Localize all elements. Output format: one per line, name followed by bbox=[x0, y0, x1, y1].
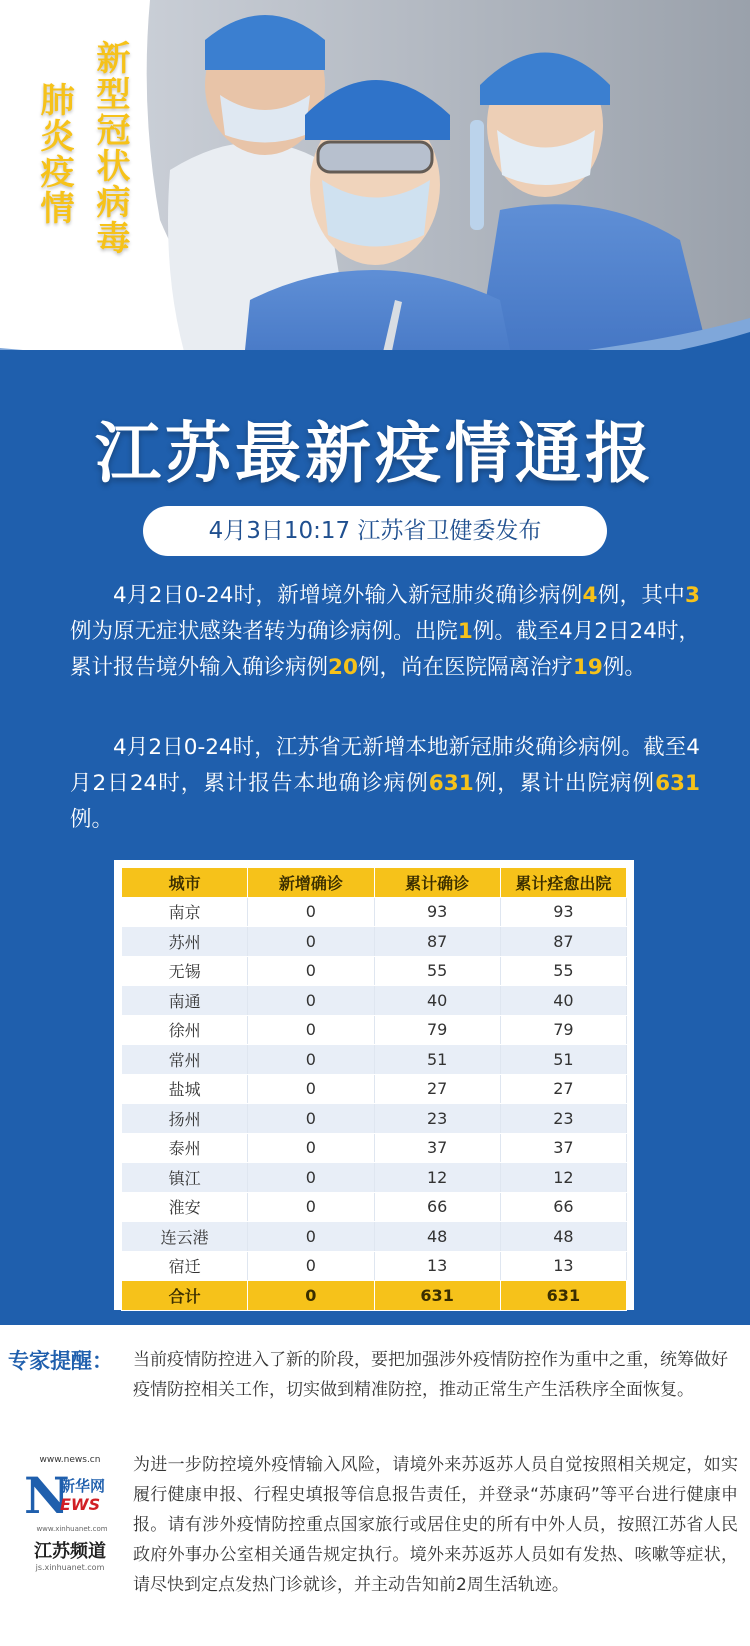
table-cell: 87 bbox=[500, 927, 626, 957]
total-imported-count: 20 bbox=[328, 655, 358, 680]
table-cell: 0 bbox=[248, 1074, 374, 1104]
local-cases-paragraph: 4月2日0-24时，江苏省无新增本地新冠肺炎确诊病例。截至4月2日24时，累计报告本地确诊病例631例，累计出院病例631例。 bbox=[70, 735, 700, 832]
table-row bbox=[122, 897, 627, 927]
table-row bbox=[122, 1222, 627, 1252]
table-cell: 51 bbox=[374, 1045, 500, 1075]
table-header-cell: 新增确诊 bbox=[248, 868, 374, 898]
table-cell: 93 bbox=[500, 897, 626, 927]
table-cell: 徐州 bbox=[122, 1015, 248, 1045]
table-row bbox=[122, 956, 627, 986]
table-cell: 55 bbox=[500, 956, 626, 986]
table-row bbox=[122, 986, 627, 1016]
table-cell: 0 bbox=[248, 897, 374, 927]
total-local-count: 631 bbox=[428, 771, 474, 796]
table-total-cell: 合计 bbox=[122, 1281, 248, 1311]
table-cell: 0 bbox=[248, 1133, 374, 1163]
table-total-row bbox=[122, 1281, 627, 1311]
table-cell: 87 bbox=[374, 927, 500, 957]
table-row bbox=[122, 1074, 627, 1104]
overseas-cases-paragraph: 4月2日0-24时，新增境外输入新冠肺炎确诊病例4例，其中3例为原无症状感染者转为确诊病例。出院1例。截至4月2日24时，累计报告境外输入确诊病例20例，尚在医院隔离治疗19例。 bbox=[70, 583, 700, 680]
discharged-count: 1 bbox=[457, 619, 473, 644]
table-row bbox=[122, 1192, 627, 1222]
table-cell: 37 bbox=[500, 1133, 626, 1163]
table-cell: 南京 bbox=[122, 897, 248, 927]
table-header-cell: 累计确诊 bbox=[374, 868, 500, 898]
entry-notice-text: 为进一步防控境外疫情输入风险，请境外来苏返苏人员自觉按照相关规定，如实履行健康申报、行程史填报等信息报告责任，并登录“苏康码”等平台进行健康申报。请有涉外疫情防控重点国家旅行或居住史的所有中外人员，按照江苏省人民政府外事办公室相关通告规定执行。境外来苏返苏人员如有发热、咳嗽等症状，请尽快到定点发热门诊就诊，并主动告知前2周生活轨迹。 bbox=[133, 1455, 738, 1595]
vertical-title-line1: 新型冠状病毒 bbox=[90, 40, 130, 256]
table-cell: 12 bbox=[500, 1163, 626, 1193]
xinhua-jiangsu-logo: www.news.cn N 新华网 EWS www.xinhuanet.com 江苏频道 js.xinhuanet.com bbox=[24, 1455, 108, 1572]
table-cell: 48 bbox=[374, 1222, 500, 1252]
table-cell: 55 bbox=[374, 956, 500, 986]
table-cell: 0 bbox=[248, 1222, 374, 1252]
table-total-cell: 631 bbox=[374, 1281, 500, 1311]
table-row bbox=[122, 1251, 627, 1281]
total-discharged-count: 631 bbox=[655, 771, 700, 796]
table-cell: 常州 bbox=[122, 1045, 248, 1075]
table-total-cell: 0 bbox=[248, 1281, 374, 1311]
table-cell: 23 bbox=[500, 1104, 626, 1134]
vertical-title-line2: 肺炎疫情 bbox=[34, 82, 74, 226]
expert-reminder-label: 专家提醒： bbox=[8, 1349, 113, 1373]
table-cell: 苏州 bbox=[122, 927, 248, 957]
table-cell: 13 bbox=[374, 1251, 500, 1281]
table-row bbox=[122, 1045, 627, 1075]
table-cell: 79 bbox=[374, 1015, 500, 1045]
table-row bbox=[122, 1133, 627, 1163]
table-cell: 48 bbox=[500, 1222, 626, 1252]
city-statistics-table bbox=[114, 860, 634, 1310]
table-cell: 镇江 bbox=[122, 1163, 248, 1193]
table-cell: 无锡 bbox=[122, 956, 248, 986]
table-header-row bbox=[122, 868, 627, 898]
table-row bbox=[122, 1015, 627, 1045]
table-cell: 连云港 bbox=[122, 1222, 248, 1252]
table-cell: 0 bbox=[248, 1104, 374, 1134]
table-cell: 93 bbox=[374, 897, 500, 927]
table-cell: 51 bbox=[500, 1045, 626, 1075]
table-row bbox=[122, 1163, 627, 1193]
table-cell: 0 bbox=[248, 986, 374, 1016]
table-cell: 淮安 bbox=[122, 1192, 248, 1222]
table-cell: 0 bbox=[248, 956, 374, 986]
table-header-cell: 城市 bbox=[122, 868, 248, 898]
new-imported-count: 4 bbox=[582, 583, 598, 608]
table-cell: 0 bbox=[248, 1163, 374, 1193]
table-cell: 13 bbox=[500, 1251, 626, 1281]
converted-count: 3 bbox=[685, 583, 700, 608]
table-cell: 27 bbox=[500, 1074, 626, 1104]
table-total-cell: 631 bbox=[500, 1281, 626, 1311]
table-cell: 40 bbox=[374, 986, 500, 1016]
table-cell: 40 bbox=[500, 986, 626, 1016]
table-cell: 宿迁 bbox=[122, 1251, 248, 1281]
table-cell: 37 bbox=[374, 1133, 500, 1163]
table-cell: 0 bbox=[248, 1015, 374, 1045]
table-cell: 66 bbox=[374, 1192, 500, 1222]
table-cell: 12 bbox=[374, 1163, 500, 1193]
table-cell: 盐城 bbox=[122, 1074, 248, 1104]
table-cell: 泰州 bbox=[122, 1133, 248, 1163]
table-row bbox=[122, 1104, 627, 1134]
in-treatment-count: 19 bbox=[572, 655, 603, 680]
table-cell: 79 bbox=[500, 1015, 626, 1045]
table-cell: 扬州 bbox=[122, 1104, 248, 1134]
table-cell: 0 bbox=[248, 927, 374, 957]
expert-reminder-text: 当前疫情防控进入了新的阶段，要把加强涉外疫情防控作为重中之重，统筹做好疫情防控相关工作，切实做到精准防控，推动正常生产生活秩序全面恢复。 bbox=[133, 1350, 728, 1400]
table-cell: 0 bbox=[248, 1251, 374, 1281]
table-cell: 23 bbox=[374, 1104, 500, 1134]
table-cell: 0 bbox=[248, 1045, 374, 1075]
table-header-cell: 累计痊愈出院 bbox=[500, 868, 626, 898]
page-title: 江苏最新疫情通报 bbox=[95, 415, 655, 492]
table-cell: 0 bbox=[248, 1192, 374, 1222]
table-cell: 27 bbox=[374, 1074, 500, 1104]
table-cell: 南通 bbox=[122, 986, 248, 1016]
publish-date-badge: 4月3日10:17 江苏省卫健委发布 bbox=[143, 506, 607, 556]
table-row bbox=[122, 927, 627, 957]
table-cell: 66 bbox=[500, 1192, 626, 1222]
